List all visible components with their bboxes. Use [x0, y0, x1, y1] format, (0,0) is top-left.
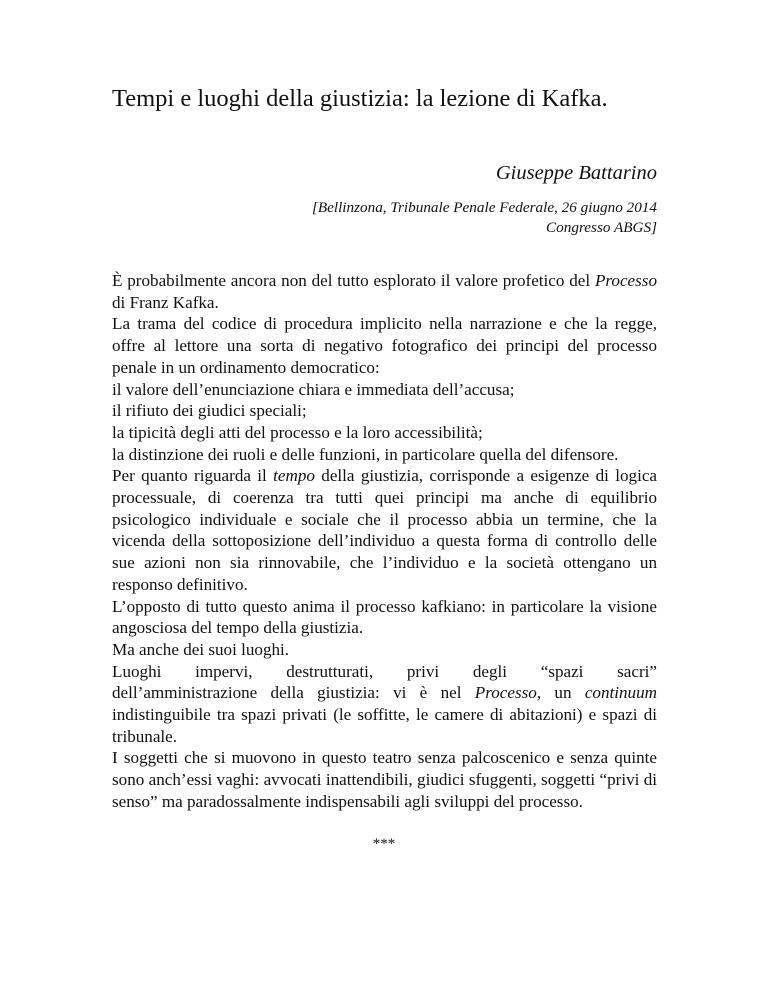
- paragraph-places-italic: Processo: [474, 683, 537, 703]
- paragraph-procedure: La trama del codice di procedura implicito nella narrazione e che la regge, offre al lettore una sorta di negativo fotografico dei principi del processo penale in un ordinamento democratico:: [112, 314, 657, 377]
- section-separator: ***: [372, 836, 396, 852]
- paragraph-intro-italic: Processo: [594, 271, 657, 290]
- author-name: Giuseppe Battarino: [495, 162, 657, 184]
- paragraph-places: Ma anche dei suoi luoghi.: [112, 639, 290, 659]
- document-body: [112, 270, 657, 813]
- venue-info: [312, 198, 657, 238]
- document-title: Tempi e luoghi della giustizia: la lezione di Kafka.: [112, 85, 608, 112]
- paragraph-intro-text-end: di Franz Kafka.: [112, 292, 219, 312]
- paragraph-time-text: Per quanto riguarda il: [112, 466, 274, 486]
- paragraph-intro-text: È probabilmente ancora non del tutto esplorato il valore profetico del: [112, 271, 595, 290]
- paragraph-places-text-end: indistinguibile tra spazi privati (le soffitte, le camere di abitazioni) e spazi di tribunale.: [112, 705, 657, 746]
- paragraph-subjects: I soggetti che si muovono in questo teatro senza palcoscenico e senza quinte sono anch’essi vaghi: avvocati inattendibili, giudici sfuggenti, soggetti “privi di senso” ma paradossalmente indispensabili agli sviluppi del processo.: [112, 748, 657, 811]
- paragraph-places-detail: [112, 682, 657, 747]
- paragraph-time-italic: tempo: [273, 466, 315, 486]
- paragraph-time: [112, 465, 657, 595]
- paragraph-places-text: dell’amministrazione della giustizia: vi è nel: [112, 683, 475, 703]
- principle-item: la distinzione dei ruoli e delle funzioni, in particolare quella del difensore.: [112, 444, 619, 464]
- principle-item: il valore dell’enunciazione chiara e immediata dell’accusa;: [112, 379, 515, 399]
- paragraph-places-line-1: Luoghi impervi, destrutturati, privi degli “spazi sacri”: [112, 661, 657, 681]
- paragraph-opposite: L’opposto di tutto questo anima il processo kafkiano: in particolare la visione angosciosa del tempo della giustizia.: [112, 596, 657, 638]
- principle-item: il rifiuto dei giudici speciali;: [112, 401, 307, 421]
- paragraph-intro: [112, 270, 657, 313]
- paragraph-time-text-end: della giustizia, corrisponde a esigenze di logica processuale, di coerenza tra tutti quei principi ma anche di equilibrio psicologico individuale e sociale che il processo abbia un termine, che la vicenda della sottoposizione dell’individuo a questa forma di controllo delle sue azioni non sia rinnovabile, che l’individuo e la società ottengano un responso definitivo.: [112, 466, 658, 594]
- venue-line-2: Congresso ABGS]: [546, 219, 657, 236]
- paragraph-places-italic-continuum: continuum: [584, 683, 657, 703]
- principle-item: la tipicità degli atti del processo e la loro accessibilità;: [112, 422, 483, 442]
- venue-line-1: [Bellinzona, Tribunale Penale Federale, 26 giugno 2014: [311, 199, 657, 216]
- paragraph-places-text-mid: , un: [536, 683, 585, 703]
